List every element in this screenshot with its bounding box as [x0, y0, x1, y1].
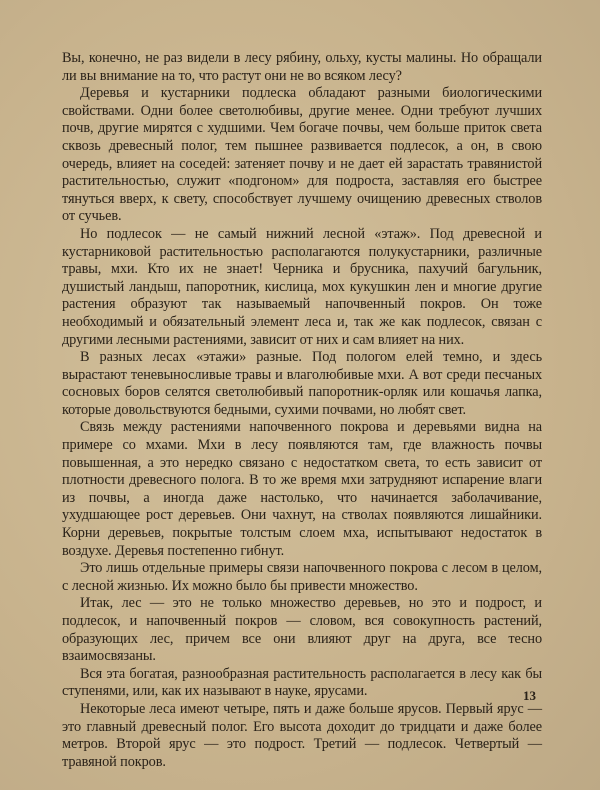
paragraph: Вы, конечно, не раз видели в лесу рябину, ольху, кусты малины. Но обращали ли вы внимание на то, что растут они не во всяком лесу?	[62, 50, 542, 84]
paragraph: Связь между растениями напочвенного покрова и деревьями видна на примере со мхами. Мхи в лесу появляются там, где влажность почвы повышенная, а это нередко связано с недостатком света, то есть зависит от плотности древесного полога. В то же время мхи затрудняют испарение влаги из почвы, а иногда даже настолько, что начинается заболачивание, ухудшающее рост деревьев. Они чахнут, на стволах появляются лишайники. Корни деревьев, покрытые толстым слоем мха, испытывают недостаток в воздухе. Деревья постепенно гибнут.	[62, 419, 542, 559]
paragraph: Это лишь отдельные примеры связи напочвенного покрова с лесом в целом, с лесной жизнью. Их можно было бы привести множество.	[62, 560, 542, 594]
paragraph: Вся эта богатая, разнообразная растительность располагается в лесу как бы ступенями, или, как их называют в науке, ярусами.	[62, 665, 542, 700]
body-text	[62, 50, 542, 771]
paragraph: Некоторые леса имеют четыре, пять и даже больше ярусов. Первый ярус — это главный древесный полог. Его высота доходит до тридцати и даже более метров. Второй ярус — это подрост. Третий — подлесок. Четвертый — травяной покров.	[62, 700, 542, 770]
paragraph: Деревья и кустарники подлеска обладают разными биологическими свойствами. Одни более светолюбивы, другие менее. Одни требуют лучших почв, другие мирятся с худшими. Чем богаче почвы, чем больше приток света сквозь древесный полог, тем пышнее развивается подлесок, а он, в свою очередь, влияет на соседей: затеняет почву и не дает ей зарастать травянистой растительностью, служит «подгоном» для подроста, заставляя его быстрее тянуться вверх, к свету, способствует лучшему очищению древесных стволов от сучьев.	[62, 85, 542, 225]
paragraph: Итак, лес — это не только множество деревьев, но это и подрост, и подлесок, и напочвенный покров — словом, вся совокупность растений, образующих лес, причем все они влияют друг на друга, все тесно взаимосвязаны.	[62, 595, 542, 665]
page-number: 13	[523, 688, 536, 703]
paragraph: Но подлесок — не самый нижний лесной «этаж». Под древесной и кустарниковой растительностью располагаются полукустарники, различные травы, мхи. Кто их не знает! Черника и брусника, пахучий багульник, душистый ландыш, папоротник, кислица, мох кукушкин лен и многие другие растения образуют так называемый напочвенный покров. Он тоже необходимый и обязательный элемент леса и, так же как подлесок, связан с другими лесными растениями, зависит от них и сам влияет на них.	[62, 225, 542, 348]
paragraph: В разных лесах «этажи» разные. Под пологом елей темно, и здесь вырастают теневыносливые травы и влаголюбивые мхи. А вот среди песчаных сосновых боров селятся светолюбивый папоротник-орляк или кошачья лапка, которые довольствуются бедными, сухими почвами, но любят свет.	[62, 349, 542, 418]
